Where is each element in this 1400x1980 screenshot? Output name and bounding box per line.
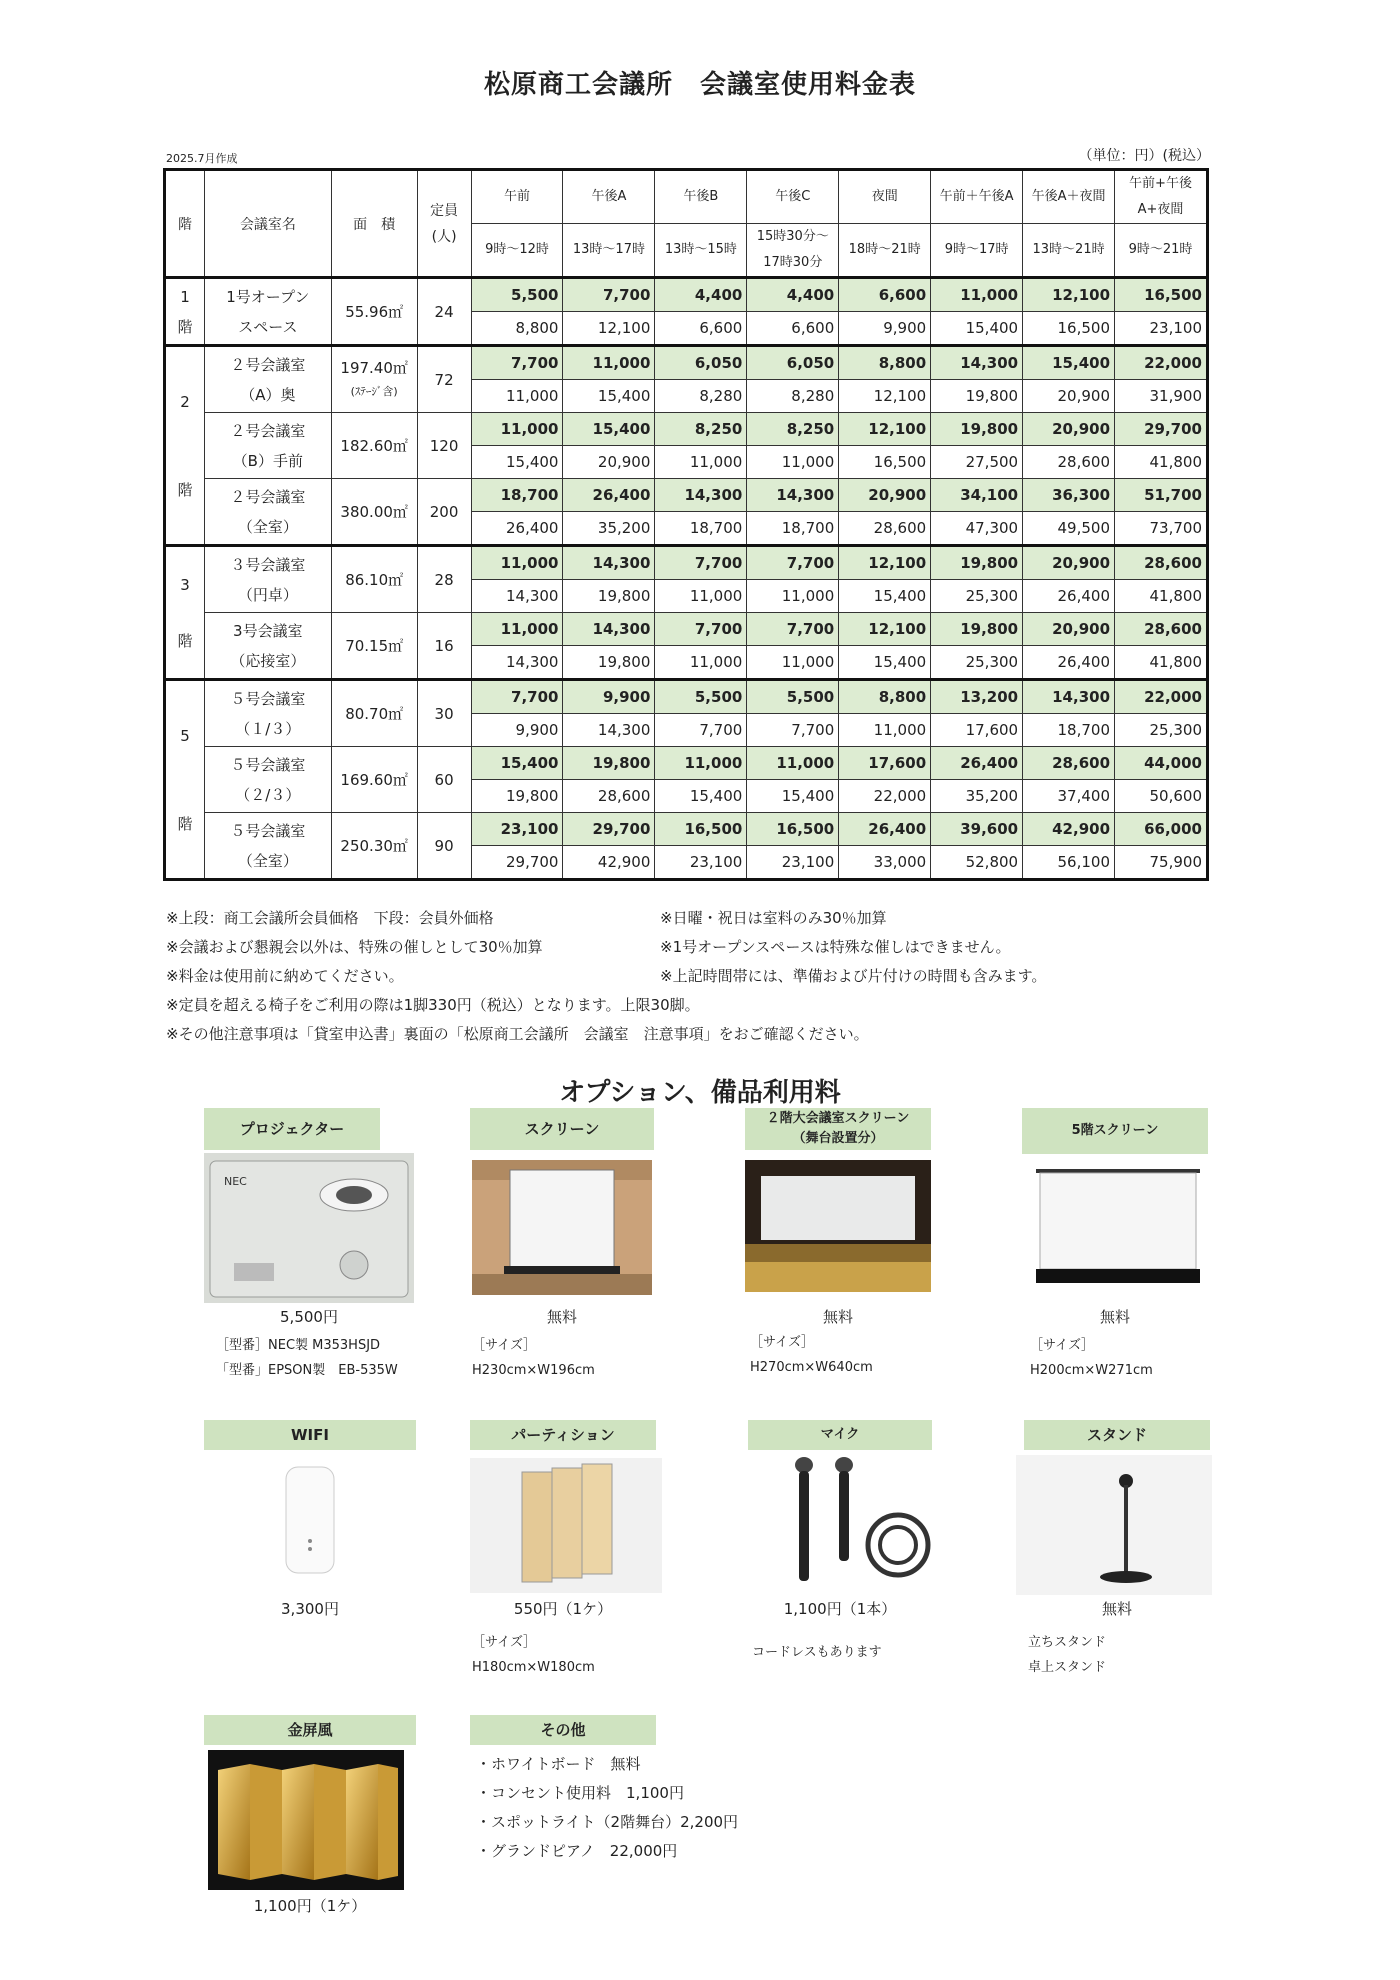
member-price: 4,400 <box>655 278 747 312</box>
member-price: 26,400 <box>839 813 931 846</box>
screen5f-price: 無料 <box>1099 1308 1130 1326</box>
col-period: 午後B <box>655 170 747 224</box>
notes-right <box>660 904 1046 991</box>
member-price: 28,600 <box>1115 613 1208 646</box>
unit-note: （単位：円）(税込） <box>1078 148 1210 164</box>
gold-screen-icon <box>208 1750 404 1890</box>
col-period: 午後A <box>563 170 655 224</box>
table-row <box>165 546 1208 580</box>
col-period: 夜間 <box>839 170 931 224</box>
nonmember-price: 9,900 <box>839 312 931 346</box>
other-list <box>476 1750 738 1866</box>
room-name: ２号会議室 （A）奥 <box>204 346 331 413</box>
floor-cell: 3 階 <box>165 546 205 680</box>
col-period: 午後C <box>747 170 839 224</box>
table-row <box>165 479 1208 512</box>
member-price: 14,300 <box>655 479 747 512</box>
nonmember-price: 28,600 <box>1023 446 1115 479</box>
table-row <box>165 613 1208 646</box>
screen-detail: ［サイズ］ H230cm×W196cm <box>472 1338 595 1378</box>
member-price: 36,300 <box>1023 479 1115 512</box>
member-price: 26,400 <box>563 479 655 512</box>
member-price: 19,800 <box>931 546 1023 580</box>
nonmember-price: 23,100 <box>655 846 747 880</box>
member-price: 15,400 <box>471 747 563 780</box>
stand-label: スタンド <box>1024 1420 1210 1450</box>
member-price: 12,100 <box>1023 278 1115 312</box>
member-price: 8,250 <box>747 413 839 446</box>
room-name: ５号会議室 （全室） <box>204 813 331 880</box>
nonmember-price: 7,700 <box>747 714 839 747</box>
member-price: 18,700 <box>471 479 563 512</box>
col-room: 会議室名 <box>204 170 331 278</box>
nonmember-price: 33,000 <box>839 846 931 880</box>
col-period: 午前 <box>471 170 563 224</box>
other-item: ・ホワイトボード 無料 <box>476 1755 641 1773</box>
nonmember-price: 49,500 <box>1023 512 1115 546</box>
member-price: 15,400 <box>563 413 655 446</box>
note-line: ※上段：商工会議所会員価格 下段：会員外価格 <box>166 909 494 927</box>
nonmember-price: 20,900 <box>563 446 655 479</box>
screen2f-detail: ［サイズ］ H270cm×W640cm <box>750 1335 873 1375</box>
note-line: ※日曜・祝日は室料のみ30％加算 <box>660 909 887 927</box>
period-time: 9時～12時 <box>471 224 563 278</box>
nonmember-price: 12,100 <box>839 380 931 413</box>
member-price: 6,050 <box>655 346 747 380</box>
table-row <box>165 813 1208 846</box>
nonmember-price: 14,300 <box>471 580 563 613</box>
nonmember-price: 26,400 <box>1023 580 1115 613</box>
nonmember-price: 23,100 <box>747 846 839 880</box>
note-line: ※その他注意事項は「貸室申込書」裏面の「松原商工会議所 会議室 注意事項」をおご確認ください。 <box>166 1025 869 1043</box>
member-price: 16,500 <box>747 813 839 846</box>
nonmember-price: 18,700 <box>1023 714 1115 747</box>
room-capacity: 24 <box>417 278 471 346</box>
nonmember-price: 17,600 <box>931 714 1023 747</box>
member-price: 11,000 <box>471 546 563 580</box>
nonmember-price: 11,000 <box>747 446 839 479</box>
projector-label: プロジェクター <box>204 1108 380 1150</box>
member-price: 20,900 <box>1023 613 1115 646</box>
nonmember-price: 35,200 <box>931 780 1023 813</box>
options-title: オプション、備品利用料 <box>559 1078 841 1108</box>
nonmember-price: 11,000 <box>655 646 747 680</box>
member-price: 8,800 <box>839 346 931 380</box>
period-time: 13時～17時 <box>563 224 655 278</box>
member-price: 4,400 <box>747 278 839 312</box>
member-price: 20,900 <box>1023 413 1115 446</box>
col-capacity: 定員 (人) <box>417 170 471 278</box>
mic-label: マイク <box>748 1420 932 1450</box>
nonmember-price: 15,400 <box>747 780 839 813</box>
partition-icon <box>470 1458 662 1593</box>
nonmember-price: 6,600 <box>655 312 747 346</box>
nonmember-price: 35,200 <box>563 512 655 546</box>
room-capacity: 30 <box>417 680 471 747</box>
header-row <box>165 170 1208 224</box>
screen-label: スクリーン <box>470 1108 654 1150</box>
table-row <box>165 346 1208 380</box>
member-price: 6,600 <box>839 278 931 312</box>
nonmember-price: 41,800 <box>1115 580 1208 613</box>
screen2f-price: 無料 <box>822 1308 853 1326</box>
nonmember-price: 8,800 <box>471 312 563 346</box>
member-price: 44,000 <box>1115 747 1208 780</box>
member-price: 12,100 <box>839 613 931 646</box>
nonmember-price: 14,300 <box>563 714 655 747</box>
nonmember-price: 41,800 <box>1115 646 1208 680</box>
room-name: ２号会議室 （B）手前 <box>204 413 331 479</box>
period-time: 13時～21時 <box>1023 224 1115 278</box>
note-line: ※定員を超える椅子をご利用の際は1脚330円（税込）となります。上限30脚。 <box>166 996 700 1014</box>
member-price: 29,700 <box>1115 413 1208 446</box>
nonmember-price: 15,400 <box>563 380 655 413</box>
room-capacity: 120 <box>417 413 471 479</box>
nonmember-price: 37,400 <box>1023 780 1115 813</box>
member-price: 5,500 <box>747 680 839 714</box>
member-price: 11,000 <box>931 278 1023 312</box>
nonmember-price: 29,700 <box>471 846 563 880</box>
stand-image <box>1016 1455 1212 1595</box>
member-price: 11,000 <box>471 413 563 446</box>
nonmember-price: 73,700 <box>1115 512 1208 546</box>
nonmember-price: 25,300 <box>1115 714 1208 747</box>
member-price: 20,900 <box>1023 546 1115 580</box>
partition-detail: ［サイズ］ H180cm×W180cm <box>472 1635 595 1675</box>
nonmember-price: 16,500 <box>1023 312 1115 346</box>
member-price: 11,000 <box>747 747 839 780</box>
col-period: 午前+午後 A+夜間 <box>1115 170 1208 224</box>
nonmember-price: 11,000 <box>655 446 747 479</box>
floor-cell: 5 階 <box>165 680 205 880</box>
nonmember-price: 52,800 <box>931 846 1023 880</box>
member-price: 15,400 <box>1023 346 1115 380</box>
member-price: 66,000 <box>1115 813 1208 846</box>
stand-detail: 立ちスタンド 卓上スタンド <box>1028 1635 1107 1675</box>
nonmember-price: 28,600 <box>839 512 931 546</box>
table-row <box>165 278 1208 312</box>
member-price: 14,300 <box>563 613 655 646</box>
screen2f-label: ２階大会議室スクリーン （舞台設置分） <box>745 1108 931 1150</box>
wifi-label: WIFI <box>204 1420 416 1450</box>
nonmember-price: 8,280 <box>747 380 839 413</box>
nonmember-price: 22,000 <box>839 780 931 813</box>
member-price: 14,300 <box>563 546 655 580</box>
nonmember-price: 11,000 <box>839 714 931 747</box>
pull-up-screen-icon <box>1028 1163 1208 1298</box>
member-price: 9,900 <box>563 680 655 714</box>
room-capacity: 28 <box>417 546 471 613</box>
room-area: 380.00㎡ <box>331 479 417 546</box>
screen-price: 無料 <box>546 1308 577 1326</box>
room-name: ５号会議室 （１/３） <box>204 680 331 747</box>
svg-text:NEC: NEC <box>224 1175 247 1188</box>
col-floor: 階 <box>165 170 205 278</box>
other-label: その他 <box>470 1715 656 1745</box>
member-price: 7,700 <box>655 546 747 580</box>
screen5f-image <box>1028 1163 1208 1298</box>
nonmember-price: 50,600 <box>1115 780 1208 813</box>
room-capacity: 60 <box>417 747 471 813</box>
projector-icon <box>204 1153 414 1303</box>
nonmember-price: 75,900 <box>1115 846 1208 880</box>
nonmember-price: 56,100 <box>1023 846 1115 880</box>
wifi-price: 3,300円 <box>281 1600 339 1618</box>
member-price: 39,600 <box>931 813 1023 846</box>
nonmember-price: 42,900 <box>563 846 655 880</box>
nonmember-price: 28,600 <box>563 780 655 813</box>
nonmember-price: 11,000 <box>655 580 747 613</box>
microphone-icon <box>748 1453 932 1590</box>
wifi-image <box>280 1465 340 1577</box>
other-item: ・コンセント使用料 1,100円 <box>476 1784 684 1802</box>
byobu-label: 金屏風 <box>204 1715 416 1745</box>
member-price: 8,250 <box>655 413 747 446</box>
room-area: 55.96㎡ <box>331 278 417 346</box>
member-price: 8,800 <box>839 680 931 714</box>
screen2f-image <box>745 1160 931 1292</box>
room-area: 197.40㎡ (ｽﾃｰｼﾞ含) <box>331 346 417 413</box>
room-area: 182.60㎡ <box>331 413 417 479</box>
router-icon <box>280 1465 340 1577</box>
nonmember-price: 12,100 <box>563 312 655 346</box>
room-area: 70.15㎡ <box>331 613 417 680</box>
created-date: 2025.7月作成 <box>166 152 238 165</box>
member-price: 51,700 <box>1115 479 1208 512</box>
byobu-image <box>208 1750 404 1890</box>
period-time: 9時～21時 <box>1115 224 1208 278</box>
nonmember-price: 11,000 <box>747 646 839 680</box>
member-price: 16,500 <box>1115 278 1208 312</box>
room-capacity: 200 <box>417 479 471 546</box>
room-capacity: 72 <box>417 346 471 413</box>
member-price: 26,400 <box>931 747 1023 780</box>
member-price: 13,200 <box>931 680 1023 714</box>
nonmember-price: 18,700 <box>747 512 839 546</box>
member-price: 29,700 <box>563 813 655 846</box>
member-price: 11,000 <box>655 747 747 780</box>
nonmember-price: 25,300 <box>931 646 1023 680</box>
stage-screen-icon <box>745 1160 931 1292</box>
room-name: 1号オープン スペース <box>204 278 331 346</box>
table-row <box>165 413 1208 446</box>
nonmember-price: 47,300 <box>931 512 1023 546</box>
nonmember-price: 7,700 <box>655 714 747 747</box>
nonmember-price: 31,900 <box>1115 380 1208 413</box>
member-price: 14,300 <box>747 479 839 512</box>
mic-stand-icon <box>1016 1455 1212 1595</box>
nonmember-price: 19,800 <box>563 646 655 680</box>
col-period: 午前＋午後A <box>931 170 1023 224</box>
col-area: 面 積 <box>331 170 417 278</box>
member-price: 22,000 <box>1115 680 1208 714</box>
member-price: 23,100 <box>471 813 563 846</box>
period-time: 9時～17時 <box>931 224 1023 278</box>
note-line: ※1号オープンスペースは特殊な催しはできません。 <box>660 938 1011 956</box>
page-title: 松原商工会議所 会議室使用料金表 <box>483 70 916 100</box>
nonmember-price: 15,400 <box>471 446 563 479</box>
period-time: 13時～15時 <box>655 224 747 278</box>
note-line: ※上記時間帯には、準備および片付けの時間も含みます。 <box>660 967 1047 985</box>
room-name: ２号会議室 （全室） <box>204 479 331 546</box>
member-price: 5,500 <box>655 680 747 714</box>
nonmember-price: 15,400 <box>931 312 1023 346</box>
mic-image <box>748 1453 932 1590</box>
member-price: 14,300 <box>931 346 1023 380</box>
screen-icon <box>472 1160 652 1295</box>
member-price: 7,700 <box>747 613 839 646</box>
floor-cell: 1 階 <box>165 278 205 346</box>
nonmember-price: 25,300 <box>931 580 1023 613</box>
other-item: ・スポットライト（2階舞台）2,200円 <box>476 1813 739 1831</box>
nonmember-price: 23,100 <box>1115 312 1208 346</box>
member-price: 19,800 <box>563 747 655 780</box>
room-name: ５号会議室 （２/３） <box>204 747 331 813</box>
member-price: 7,700 <box>471 680 563 714</box>
nonmember-price: 20,900 <box>1023 380 1115 413</box>
member-price: 20,900 <box>839 479 931 512</box>
fee-table <box>163 168 1209 881</box>
partition-price: 550円（1ケ） <box>513 1600 613 1618</box>
room-name: 3号会議室 （応接室） <box>204 613 331 680</box>
nonmember-price: 14,300 <box>471 646 563 680</box>
nonmember-price: 9,900 <box>471 714 563 747</box>
room-capacity: 16 <box>417 613 471 680</box>
member-price: 7,700 <box>655 613 747 646</box>
nonmember-price: 19,800 <box>931 380 1023 413</box>
member-price: 34,100 <box>931 479 1023 512</box>
nonmember-price: 15,400 <box>655 780 747 813</box>
member-price: 19,800 <box>931 413 1023 446</box>
nonmember-price: 26,400 <box>471 512 563 546</box>
byobu-price: 1,100円（1ケ） <box>253 1897 367 1915</box>
member-price: 12,100 <box>839 413 931 446</box>
member-price: 22,000 <box>1115 346 1208 380</box>
nonmember-price: 19,800 <box>471 780 563 813</box>
member-price: 12,100 <box>839 546 931 580</box>
member-price: 19,800 <box>931 613 1023 646</box>
mic-price: 1,100円（1本） <box>783 1600 897 1618</box>
projector-price: 5,500円 <box>280 1308 338 1326</box>
nonmember-price: 15,400 <box>839 646 931 680</box>
member-price: 5,500 <box>471 278 563 312</box>
nonmember-price: 18,700 <box>655 512 747 546</box>
room-capacity: 90 <box>417 813 471 880</box>
room-area: 250.30㎡ <box>331 813 417 880</box>
member-price: 7,700 <box>563 278 655 312</box>
screen5f-label: 5階スクリーン <box>1022 1108 1208 1154</box>
nonmember-price: 41,800 <box>1115 446 1208 479</box>
member-price: 28,600 <box>1023 747 1115 780</box>
period-time: 15時30分～ 17時30分 <box>747 224 839 278</box>
member-price: 7,700 <box>747 546 839 580</box>
member-price: 7,700 <box>471 346 563 380</box>
room-name: ３号会議室 （円卓） <box>204 546 331 613</box>
stand-price: 無料 <box>1101 1600 1132 1618</box>
member-price: 42,900 <box>1023 813 1115 846</box>
member-price: 11,000 <box>563 346 655 380</box>
room-area: 86.10㎡ <box>331 546 417 613</box>
period-time: 18時～21時 <box>839 224 931 278</box>
table-row <box>165 680 1208 714</box>
floor-cell: 2 階 <box>165 346 205 546</box>
projector-image <box>204 1153 414 1303</box>
member-price: 6,050 <box>747 346 839 380</box>
nonmember-price: 15,400 <box>839 580 931 613</box>
nonmember-price: 6,600 <box>747 312 839 346</box>
nonmember-price: 27,500 <box>931 446 1023 479</box>
other-item: ・グランドピアノ 22,000円 <box>476 1842 678 1860</box>
screen5f-detail: ［サイズ］ H200cm×W271cm <box>1030 1338 1153 1378</box>
notes <box>166 904 1047 1049</box>
projector-detail: ［型番］NEC製 M353HSJD 「型番」EPSON製 EB-535W <box>216 1338 398 1378</box>
member-price: 28,600 <box>1115 546 1208 580</box>
nonmember-price: 11,000 <box>747 580 839 613</box>
member-price: 16,500 <box>655 813 747 846</box>
note-line: ※料金は使用前に納めてください。 <box>166 967 404 985</box>
col-period: 午後A＋夜間 <box>1023 170 1115 224</box>
nonmember-price: 11,000 <box>471 380 563 413</box>
member-price: 14,300 <box>1023 680 1115 714</box>
screen-image <box>472 1160 652 1295</box>
member-price: 11,000 <box>471 613 563 646</box>
nonmember-price: 8,280 <box>655 380 747 413</box>
table-row <box>165 747 1208 780</box>
nonmember-price: 16,500 <box>839 446 931 479</box>
partition-label: パーティション <box>470 1420 656 1450</box>
room-area: 169.60㎡ <box>331 747 417 813</box>
mic-detail: コードレスもあります <box>752 1645 882 1660</box>
partition-image <box>470 1458 662 1593</box>
note-line: ※会議および懇親会以外は、特殊の催しとして30％加算 <box>166 938 543 956</box>
room-area: 80.70㎡ <box>331 680 417 747</box>
nonmember-price: 26,400 <box>1023 646 1115 680</box>
nonmember-price: 19,800 <box>563 580 655 613</box>
member-price: 17,600 <box>839 747 931 780</box>
